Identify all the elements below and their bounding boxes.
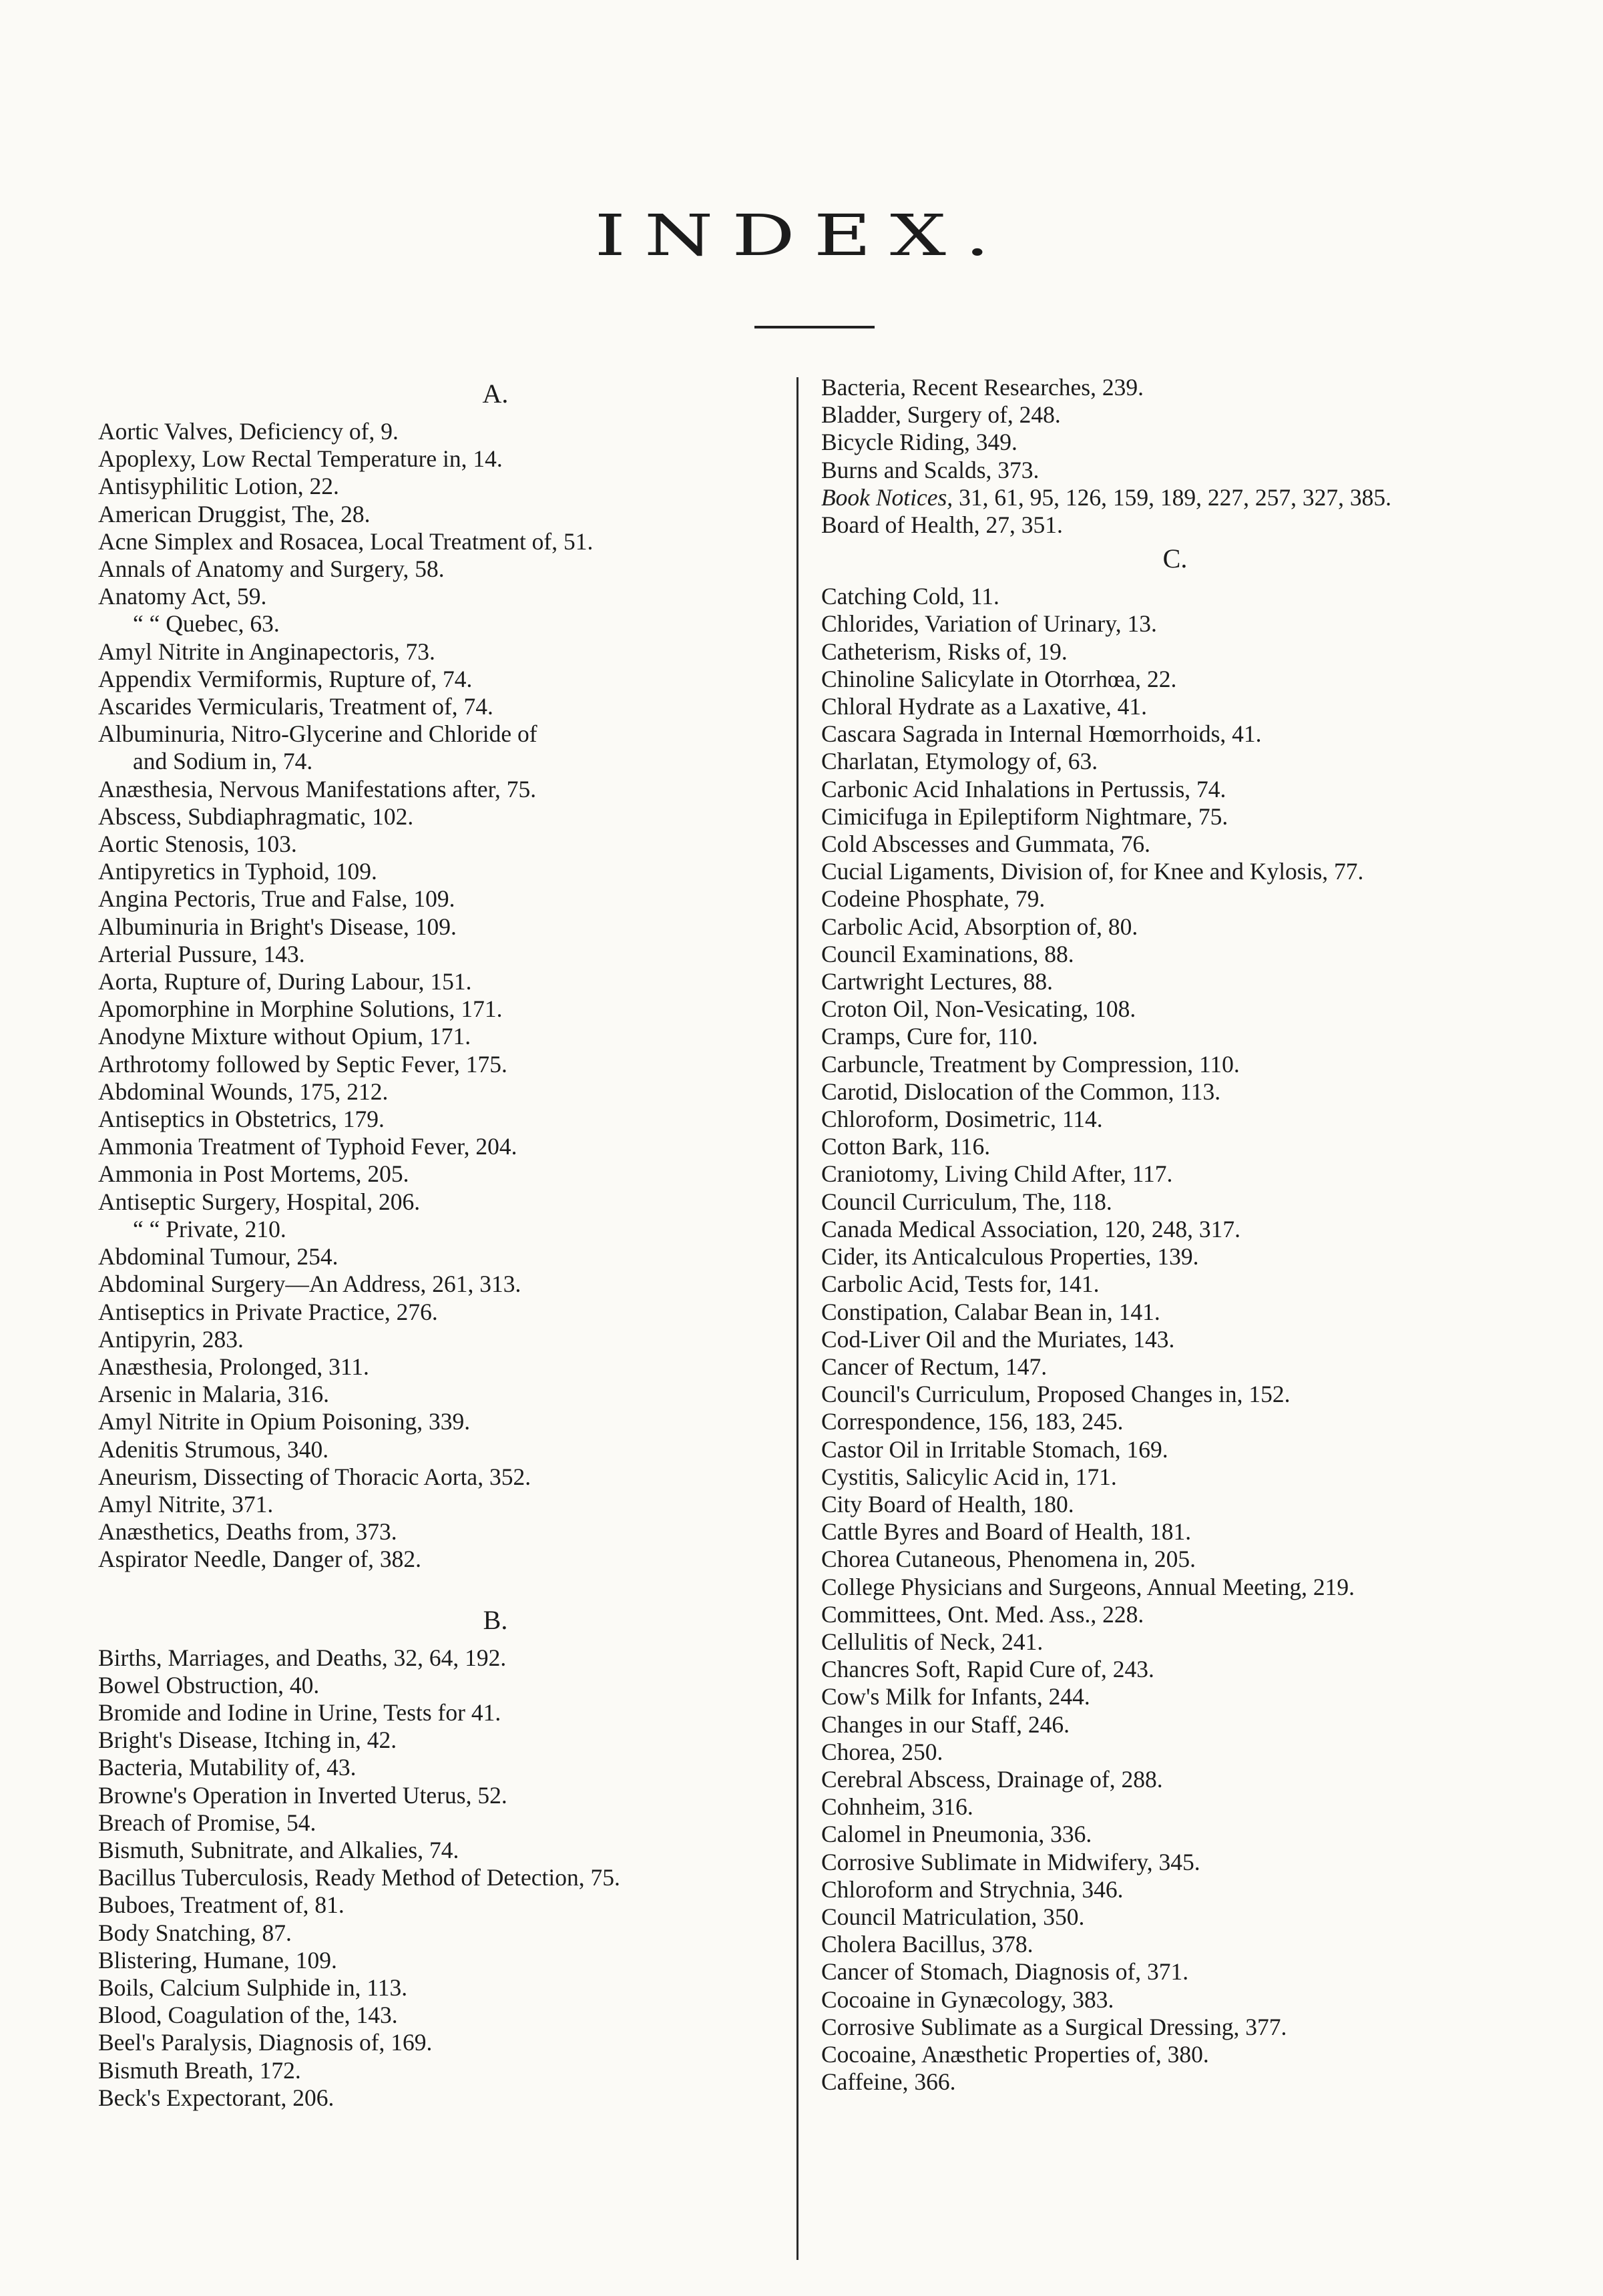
index-entry: Chloroform and Strychnia, 346.: [821, 1875, 1124, 1903]
index-entry: Cod-Liver Oil and the Muriates, 143.: [821, 1325, 1175, 1353]
index-entry: Blistering, Humane, 109.: [98, 1946, 337, 1974]
index-entry: Antiseptic Surgery, Hospital, 206.: [98, 1188, 421, 1215]
index-list-b-continued-2: [821, 511, 1529, 539]
index-entry: Browne's Operation in Inverted Uterus, 52.: [98, 1781, 507, 1809]
book-notices-pages: 31, 61, 95, 126, 159, 189, 227, 257, 327, 385.: [953, 483, 1391, 511]
index-entry: Beel's Paralysis, Diagnosis of, 169.: [98, 2029, 433, 2056]
index-entry: Bacteria, Recent Researches, 239.: [821, 374, 1144, 401]
index-entry: Aortic Stenosis, 103.: [98, 831, 297, 858]
index-entry: Beck's Expectorant, 206.: [98, 2084, 334, 2111]
index-entry: Cocoaine in Gynæcology, 383.: [821, 1986, 1114, 2013]
index-entry: Cellulitis of Neck, 241.: [821, 1628, 1044, 1655]
index-entry: Anæsthesia, Prolonged, 311.: [98, 1353, 369, 1380]
index-entry: Chorea, 250.: [821, 1738, 943, 1765]
index-entry: Chorea Cutaneous, Phenomena in, 205.: [821, 1546, 1196, 1573]
index-entry: Arsenic in Malaria, 316.: [98, 1381, 330, 1408]
index-entry: Amyl Nitrite in Opium Poisoning, 339.: [98, 1408, 471, 1435]
index-entry: Carbonic Acid Inhalations in Pertussis, 74.: [821, 775, 1226, 802]
right-column: [821, 374, 1529, 2096]
index-entry: Cancer of Rectum, 147.: [821, 1353, 1048, 1380]
title-rule: [754, 326, 875, 328]
index-entry: Cold Abscesses and Gummata, 76.: [821, 831, 1150, 858]
index-entry: Antipyrin, 283.: [98, 1325, 244, 1353]
index-entry: Cow's Milk for Infants, 244.: [821, 1683, 1090, 1710]
index-entry: Aneurism, Dissecting of Thoracic Aorta, 352.: [98, 1463, 531, 1490]
index-entry: Cystitis, Salicylic Acid in, 171.: [821, 1463, 1117, 1490]
index-entry: Burns and Scalds, 373.: [821, 456, 1040, 483]
index-entry: Arthrotomy followed by Septic Fever, 175.: [98, 1050, 507, 1078]
index-entry: Apoplexy, Low Rectal Temperature in, 14.: [98, 445, 503, 473]
index-entry: Ammonia in Post Mortems, 205.: [98, 1160, 409, 1188]
index-entry: Antipyretics in Typhoid, 109.: [98, 858, 377, 885]
index-entry: Chinoline Salicylate in Otorrhœa, 22.: [821, 665, 1177, 692]
index-entry: Constipation, Calabar Bean in, 141.: [821, 1298, 1160, 1325]
index-entry: Apomorphine in Morphine Solutions, 171.: [98, 995, 503, 1023]
index-entry: Council Matriculation, 350.: [821, 1903, 1085, 1930]
index-entry: “ “ Private, 210.: [133, 1215, 286, 1242]
index-entry: Abdominal Wounds, 175, 212.: [98, 1078, 389, 1105]
index-entry: Chloral Hydrate as a Laxative, 41.: [821, 693, 1147, 720]
index-entry: Cotton Bark, 116.: [821, 1133, 991, 1160]
index-entry: Anæsthesia, Nervous Manifestations after, 75.: [98, 775, 537, 802]
index-entry: Carbuncle, Treatment by Compression, 110.: [821, 1050, 1240, 1078]
index-entry: Castor Oil in Irritable Stomach, 169.: [821, 1435, 1168, 1463]
index-entry: Bowel Obstruction, 40.: [98, 1671, 320, 1698]
index-entry: Cascara Sagrada in Internal Hœmorrhoids, 41.: [821, 720, 1262, 748]
index-entry: Boils, Calcium Sulphide in, 113.: [98, 1974, 408, 2001]
index-entry: Bromide and Iodine in Urine, Tests for 41.: [98, 1698, 501, 1726]
index-entry: Council Curriculum, The, 118.: [821, 1188, 1112, 1215]
index-entry: Ascarides Vermicularis, Treatment of, 74.: [98, 693, 493, 720]
index-entry: Carbolic Acid, Tests for, 141.: [821, 1271, 1100, 1298]
index-entry: Canada Medical Association, 120, 248, 317.: [821, 1215, 1241, 1242]
index-entry: Anatomy Act, 59.: [98, 583, 267, 610]
index-entry: Bright's Disease, Itching in, 42.: [98, 1727, 397, 1754]
index-entry: Bacteria, Mutability of, 43.: [98, 1754, 357, 1781]
index-entry: Cattle Byres and Board of Health, 181.: [821, 1518, 1192, 1546]
index-entry: Cucial Ligaments, Division of, for Knee and Kylosis, 77.: [821, 858, 1364, 885]
index-entry: Bacillus Tuberculosis, Ready Method of Detection, 75.: [98, 1864, 620, 1891]
index-entry: Cerebral Abscess, Drainage of, 288.: [821, 1765, 1163, 1793]
index-entry: Breach of Promise, 54.: [98, 1809, 316, 1836]
index-entry: Angina Pectoris, True and False, 109.: [98, 885, 455, 913]
index-entry: Arterial Pussure, 143.: [98, 940, 305, 967]
index-entry: Aortic Valves, Deficiency of, 9.: [98, 418, 399, 445]
index-entry: Charlatan, Etymology of, 63.: [821, 748, 1098, 775]
index-entry: Acne Simplex and Rosacea, Local Treatment of, 51.: [98, 527, 594, 555]
index-entry: Bladder, Surgery of, 248.: [821, 401, 1061, 429]
index-entry: Caffeine, 366.: [821, 2068, 956, 2096]
index-list-a: [98, 418, 786, 1574]
index-entry: Corrosive Sublimate in Midwifery, 345.: [821, 1848, 1200, 1875]
index-list-b-continued: [821, 374, 1529, 484]
index-entry: Albuminuria in Bright's Disease, 109.: [98, 913, 457, 940]
index-entry: Cocoaine, Anæsthetic Properties of, 380.: [821, 2040, 1209, 2068]
index-entry: and Sodium in, 74.: [133, 748, 313, 775]
index-entry: Bismuth Breath, 172.: [98, 2056, 301, 2084]
section-heading-b: B.: [483, 1604, 508, 1635]
index-entry: Adenitis Strumous, 340.: [98, 1435, 329, 1463]
index-entry: Changes in our Staff, 246.: [821, 1710, 1070, 1738]
index-entry: Codeine Phosphate, 79.: [821, 885, 1046, 913]
index-entry: City Board of Health, 180.: [821, 1490, 1074, 1518]
index-entry: Amyl Nitrite, 371.: [98, 1490, 274, 1518]
index-entry: Chlorides, Variation of Urinary, 13.: [821, 610, 1157, 638]
index-list-c: [821, 583, 1529, 2096]
index-entry: Antiseptics in Obstetrics, 179.: [98, 1106, 385, 1133]
index-entry: American Druggist, The, 28.: [98, 500, 371, 527]
index-entry: Cider, its Anticalculous Properties, 139.: [821, 1243, 1199, 1271]
page-title: INDEX.: [594, 202, 1009, 269]
index-entry: “ “ Quebec, 63.: [133, 610, 280, 638]
index-list-b: [98, 1644, 786, 2112]
index-entry: Abdominal Tumour, 254.: [98, 1243, 338, 1271]
index-entry: Cimicifuga in Epileptiform Nightmare, 75.: [821, 802, 1228, 830]
index-entry: Births, Marriages, and Deaths, 32, 64, 192.: [98, 1644, 507, 1671]
index-entry: Buboes, Treatment of, 81.: [98, 1891, 345, 1919]
index-entry: Council's Curriculum, Proposed Changes in, 152.: [821, 1381, 1291, 1408]
index-entry: Board of Health, 27, 351.: [821, 511, 1063, 539]
section-heading-a: A.: [482, 379, 509, 409]
index-entry: Chloroform, Dosimetric, 114.: [821, 1106, 1103, 1133]
index-entry: Craniotomy, Living Child After, 117.: [821, 1160, 1173, 1188]
index-entry: Correspondence, 156, 183, 245.: [821, 1408, 1124, 1435]
index-entry: Albuminuria, Nitro-Glycerine and Chloride of: [98, 720, 537, 748]
index-entry: Croton Oil, Non-Vesicating, 108.: [821, 995, 1136, 1023]
index-entry: Aspirator Needle, Danger of, 382.: [98, 1546, 422, 1573]
index-entry: Cramps, Cure for, 110.: [821, 1023, 1038, 1050]
index-entry: Antisyphilitic Lotion, 22.: [98, 473, 339, 500]
index-entry: Appendix Vermiformis, Rupture of, 74.: [98, 665, 473, 692]
left-column: [98, 374, 786, 2112]
index-entry: Abdominal Surgery—An Address, 261, 313.: [98, 1271, 521, 1298]
index-entry: Annals of Anatomy and Surgery, 58.: [98, 555, 445, 583]
index-entry: Cohnheim, 316.: [821, 1793, 973, 1821]
index-entry: Calomel in Pneumonia, 336.: [821, 1821, 1092, 1848]
index-entry: Abscess, Subdiaphragmatic, 102.: [98, 802, 414, 830]
index-entry: Antiseptics in Private Practice, 276.: [98, 1298, 438, 1325]
index-entry: Carotid, Dislocation of the Common, 113.: [821, 1078, 1221, 1105]
index-entry: Cholera Bacillus, 378.: [821, 1931, 1034, 1958]
book-notices-label: Book Notices,: [821, 483, 953, 511]
index-entry: Cancer of Stomach, Diagnosis of, 371.: [821, 1958, 1189, 1986]
index-entry: Bismuth, Subnitrate, and Alkalies, 74.: [98, 1836, 459, 1863]
index-entry: Anodyne Mixture without Opium, 171.: [98, 1023, 471, 1050]
column-divider: [796, 377, 798, 2260]
index-entry: Body Snatching, 87.: [98, 1919, 292, 1946]
index-entry: Committees, Ont. Med. Ass., 228.: [821, 1600, 1144, 1628]
index-entry: Amyl Nitrite in Anginapectoris, 73.: [98, 638, 435, 665]
index-entry: Anæsthetics, Deaths from, 373.: [98, 1518, 397, 1546]
index-entry: Bicycle Riding, 349.: [821, 429, 1017, 456]
index-entry: Council Examinations, 88.: [821, 940, 1074, 967]
index-entry: Aorta, Rupture of, During Labour, 151.: [98, 968, 472, 995]
index-entry: Chancres Soft, Rapid Cure of, 243.: [821, 1656, 1154, 1683]
index-entry: Blood, Coagulation of the, 143.: [98, 2002, 398, 2029]
index-entry: Corrosive Sublimate as a Surgical Dressing, 377.: [821, 2013, 1287, 2040]
index-entry: Catheterism, Risks of, 19.: [821, 638, 1068, 665]
index-entry: College Physicians and Surgeons, Annual Meeting, 219.: [821, 1573, 1355, 1600]
index-entry: Cartwright Lectures, 88.: [821, 968, 1054, 995]
index-entry: Ammonia Treatment of Typhoid Fever, 204.: [98, 1133, 517, 1160]
index-entry-book-notices: [821, 484, 1529, 511]
index-entry: Catching Cold, 11.: [821, 583, 999, 610]
section-heading-c: C.: [1162, 543, 1188, 574]
index-entry: Carbolic Acid, Absorption of, 80.: [821, 913, 1138, 940]
